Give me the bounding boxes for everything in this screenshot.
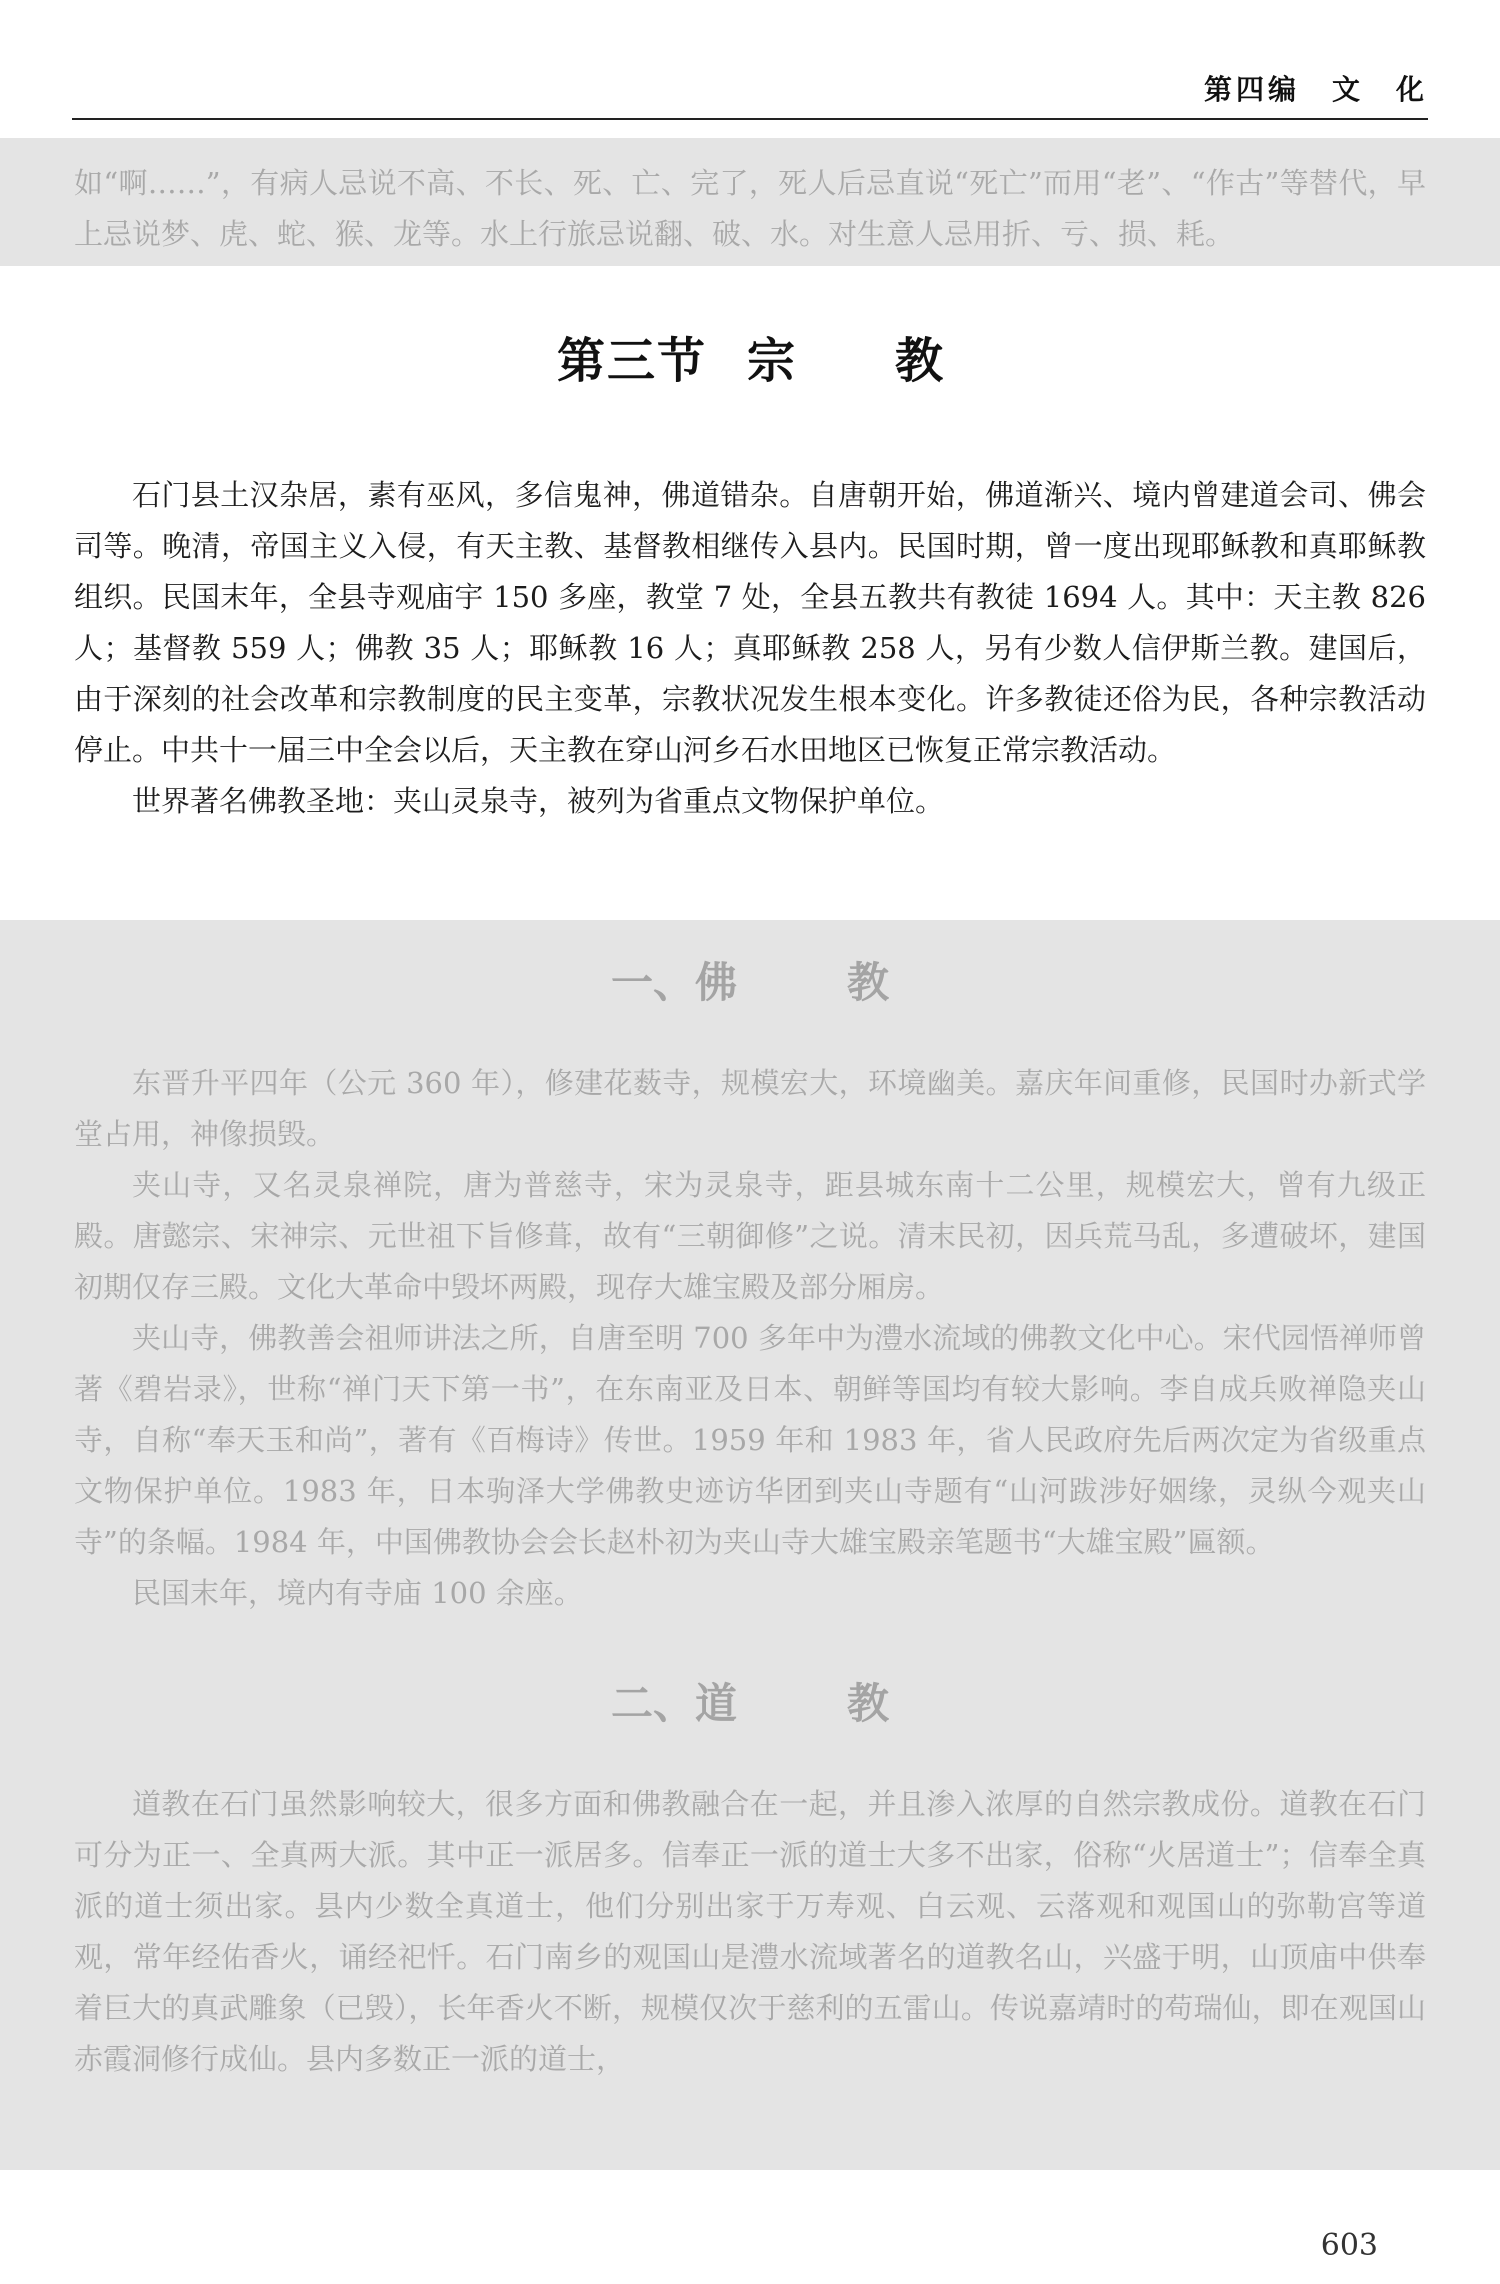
- subsection-title-part1: 二、道: [610, 1679, 737, 1728]
- taoism-paragraph: 道教在石门虽然影响较大，很多方面和佛教融合在一起，并且渗入浓厚的自然宗教成份。道教在石门可分为正一、全真两大派。其中正一派居多。信奉正一派的道士大多不出家，俗称“火居道士”；信奉全真派的道士须出家。县内少数全真道士，他们分别出家于万寿观、白云观、云落观和观国山的弥勒宫等道观，常年经佑香火，诵经祀忏。石门南乡的观国山是澧水流域著名的道教名山，兴盛于明，山顶庙中供奉着巨大的真武雕象（已毁），长年香火不断，规模仅次于慈利的五雷山。传说嘉靖时的苟瑞仙，即在观国山赤霞洞修行成仙。县内多数正一派的道士，: [74, 1787, 1426, 2076]
- section-title-part2: 教: [895, 333, 944, 389]
- body-paragraph: 世界著名佛教圣地：夹山灵泉寺，被列为省重点文物保护单位。: [132, 784, 945, 818]
- buddhism-paragraph: 东晋升平四年（公元 360 年），修建花薮寺，规模宏大，环境幽美。嘉庆年间重修，民国时办新式学堂占用，神像损毁。: [74, 1066, 1426, 1151]
- body-paragraph: 石门县土汉杂居，素有巫风，多信鬼神，佛道错杂。自唐朝开始，佛道渐兴、境内曾建道会司、佛会司等。晚清，帝国主义入侵，有天主教、基督教相继传入县内。民国时期，曾一度出现耶稣教和真耶稣教组织。民国末年，全县寺观庙宇 150 多座，教堂 7 处，全县五教共有教徒 1694 人。其中：天主教 826 人；基督教 559 人；佛教 35 人；耶稣教 16 人；真耶稣教 258 人，另有少数人信伊斯兰教。建国后，由于深刻的社会改革和宗教制度的民主变革，宗教状况发生根本变化。许多教徒还俗为民，各种宗教活动停止。中共十一届三中全会以后，天主教在穿山河乡石水田地区已恢复正常宗教活动。: [74, 478, 1426, 767]
- buddhism-paragraph: 夹山寺，又名灵泉禅院，唐为普慈寺，宋为灵泉寺，距县城东南十二公里，规模宏大，曾有九级正殿。唐懿宗、宋神宗、元世祖下旨修葺，故有“三朝御修”之说。清末民初，因兵荒马乱，多遭破坏，建国初期仅存三殿。文化大革命中毁坏两殿，现存大雄宝殿及部分厢房。: [74, 1168, 1426, 1304]
- section-body: [74, 470, 1426, 827]
- buddhism-paragraph: 民国末年，境内有寺庙 100 余座。: [132, 1576, 583, 1610]
- excerpt-paragraph: 如“啊……”，有病人忌说不高、不长、死、亡、完了，死人后忌直说“死亡”而用“老”、“作古”等替代，早上忌说梦、虎、蛇、猴、龙等。水上行旅忌说翻、破、水。对生意人忌用折、亏、损、耗。: [74, 166, 1426, 251]
- subsection-title-part2: 教: [847, 1679, 890, 1728]
- running-header: [72, 58, 1428, 120]
- buddhism-paragraph: 夹山寺，佛教善会祖师讲法之所，自唐至明 700 多年中为澧水流域的佛教文化中心。宋代园悟禅师曾著《碧岩录》，世称“禅门天下第一书”，在东南亚及日本、朝鲜等国均有较大影响。李自成兵败禅隐夹山寺，自称“奉天玉和尚”，著有《百梅诗》传世。1959 年和 1983 年，省人民政府先后两次定为省级重点文物保护单位。1983 年，日本驹泽大学佛教史迹访华团到夹山寺题有“山河跋涉好姻缘，灵纵今观夹山寺”的条幅。1984 年，中国佛教协会会长赵朴初为夹山寺大雄宝殿亲笔题书“大雄宝殿”匾额。: [74, 1321, 1426, 1559]
- subsection-title-part2: 教: [847, 958, 890, 1007]
- section-label: 第三节: [556, 333, 707, 389]
- subsection-heading-taoism: [74, 1671, 1426, 1731]
- previous-section-excerpt: [0, 138, 1500, 266]
- header-title: 第四编 文 化: [1203, 73, 1428, 106]
- section-title-part1: 宗: [746, 333, 795, 389]
- subsection-heading-buddhism: [74, 950, 1426, 1010]
- page-number: 603: [1320, 2228, 1378, 2263]
- subsection-title-part1: 一、佛: [610, 958, 737, 1007]
- section-heading: [0, 322, 1500, 391]
- subsections-region: [0, 920, 1500, 2170]
